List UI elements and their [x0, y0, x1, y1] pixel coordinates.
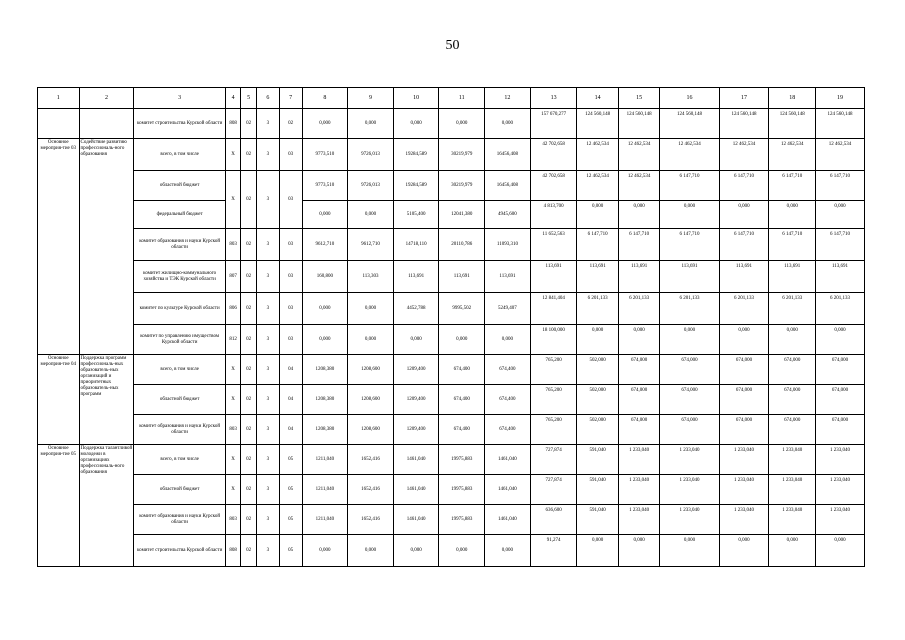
- amount-cell: 765,200: [530, 355, 577, 385]
- code-rz: 02: [241, 293, 257, 325]
- amount-cell: 4945,600: [485, 201, 531, 229]
- amount-cell: 591,040: [577, 505, 619, 535]
- header-cell: 18: [769, 88, 816, 109]
- table-row: [38, 261, 865, 293]
- amount-cell: 0,000: [348, 109, 394, 139]
- amount-cell: 19975,883: [439, 445, 485, 475]
- amount-cell: 113,691: [660, 261, 719, 293]
- header-cell: 1: [38, 88, 80, 109]
- amount-cell: 1209,400: [393, 385, 439, 415]
- amount-cell: 591,040: [577, 475, 619, 505]
- amount-cell: 11093,310: [485, 229, 531, 261]
- code-csr: 03: [279, 229, 302, 261]
- amount-cell: 113,691: [393, 261, 439, 293]
- amount-cell: 12041,380: [439, 201, 485, 229]
- amount-cell: 9773,510: [302, 171, 348, 201]
- amount-cell: 1461,040: [485, 475, 531, 505]
- group-desc: Поддержка программ профессиональ-ных образователь-ных организаций и приоритетных образователь-ных программ: [79, 355, 134, 445]
- code-csr: 05: [279, 475, 302, 505]
- code-grbs: X: [225, 355, 241, 385]
- amount-cell: 19975,883: [439, 475, 485, 505]
- amount-cell: 1 233,040: [816, 475, 865, 505]
- code-grbs: X: [225, 139, 241, 171]
- amount-cell: 674,000: [719, 415, 769, 445]
- amount-cell: 0,000: [577, 535, 619, 567]
- amount-cell: 1 233,040: [816, 505, 865, 535]
- amount-cell: 160,800: [302, 261, 348, 293]
- amount-cell: 0,000: [302, 325, 348, 355]
- amount-cell: 1 233,040: [660, 475, 719, 505]
- amount-cell: 157 670,277: [530, 109, 577, 139]
- amount-cell: 0,000: [439, 109, 485, 139]
- amount-cell: 765,200: [530, 385, 577, 415]
- amount-cell: 6 147,710: [719, 229, 769, 261]
- amount-cell: 674,000: [618, 355, 660, 385]
- amount-cell: 0,000: [618, 201, 660, 229]
- amount-cell: 502,000: [577, 355, 619, 385]
- amount-cell: 6 147,710: [660, 171, 719, 201]
- header-cell: 5: [241, 88, 257, 109]
- amount-cell: 9726,013: [348, 139, 394, 171]
- amount-cell: 0,000: [439, 325, 485, 355]
- amount-cell: 674,400: [485, 385, 531, 415]
- amount-cell: 674,000: [816, 385, 865, 415]
- executor-cell: комитет строительства Курской области: [134, 535, 225, 567]
- code-pr: 3: [256, 325, 279, 355]
- amount-cell: 1 233,040: [618, 475, 660, 505]
- amount-cell: 1209,400: [393, 355, 439, 385]
- amount-cell: 1208,600: [348, 385, 394, 415]
- amount-cell: 0,000: [816, 201, 865, 229]
- amount-cell: 0,000: [302, 535, 348, 567]
- amount-cell: 0,000: [577, 325, 619, 355]
- code-rz: 02: [241, 535, 257, 567]
- code-rz: 02: [241, 505, 257, 535]
- code-pr: 3: [256, 139, 279, 171]
- page-number: 50: [445, 38, 460, 53]
- code-grbs: 812: [225, 325, 241, 355]
- amount-cell: 124 560,148: [769, 109, 816, 139]
- amount-cell: 1208,600: [348, 355, 394, 385]
- amount-cell: 1 233,040: [660, 445, 719, 475]
- amount-cell: 113,691: [816, 261, 865, 293]
- executor-cell: комитет образования и науки Курской области: [134, 415, 225, 445]
- amount-cell: 16456,408: [485, 139, 531, 171]
- program-desc-cell: [79, 109, 134, 139]
- amount-cell: 674,000: [660, 355, 719, 385]
- code-grbs: 803: [225, 229, 241, 261]
- header-row: [38, 88, 865, 109]
- amount-cell: 1461,040: [393, 475, 439, 505]
- code-grbs: X: [225, 445, 241, 475]
- amount-cell: 0,000: [660, 535, 719, 567]
- amount-cell: 0,000: [769, 201, 816, 229]
- amount-cell: 19975,883: [439, 505, 485, 535]
- amount-cell: 124 560,148: [618, 109, 660, 139]
- amount-cell: 4452,788: [393, 293, 439, 325]
- amount-cell: 6 201,133: [577, 293, 619, 325]
- code-grbs: 806: [225, 293, 241, 325]
- amount-cell: 1211,040: [302, 445, 348, 475]
- amount-cell: 6 147,710: [719, 171, 769, 201]
- code-rz: 02: [241, 325, 257, 355]
- code-pr: 3: [256, 261, 279, 293]
- code-csr: 05: [279, 505, 302, 535]
- amount-cell: 1 233,040: [719, 505, 769, 535]
- amount-cell: 1211,040: [302, 475, 348, 505]
- group-title: Основное мероприя-тие 04: [38, 355, 80, 445]
- amount-cell: 113,691: [577, 261, 619, 293]
- amount-cell: 0,000: [393, 109, 439, 139]
- amount-cell: 9995,502: [439, 293, 485, 325]
- amount-cell: 5105,400: [393, 201, 439, 229]
- amount-cell: 0,000: [577, 201, 619, 229]
- header-cell: 11: [439, 88, 485, 109]
- table-row: [38, 139, 865, 171]
- amount-cell: 113,691: [719, 261, 769, 293]
- header-cell: 17: [719, 88, 769, 109]
- amount-cell: 124 560,148: [577, 109, 619, 139]
- amount-cell: 12 462,534: [618, 139, 660, 171]
- amount-cell: 636,600: [530, 505, 577, 535]
- amount-cell: 502,000: [577, 385, 619, 415]
- amount-cell: 20110,786: [439, 229, 485, 261]
- code-csr: 03: [279, 325, 302, 355]
- code-rz: 02: [241, 355, 257, 385]
- amount-cell: 674,400: [485, 415, 531, 445]
- amount-cell: 1461,040: [393, 445, 439, 475]
- header-cell: 19: [816, 88, 865, 109]
- executor-cell: всего, в том числе: [134, 355, 225, 385]
- amount-cell: 30219,979: [439, 171, 485, 201]
- header-cell: 16: [660, 88, 719, 109]
- amount-cell: 1652,416: [348, 505, 394, 535]
- amount-cell: 12 462,534: [769, 139, 816, 171]
- code-rz: 02: [241, 171, 257, 229]
- table-row: [38, 505, 865, 535]
- header-cell: 14: [577, 88, 619, 109]
- amount-cell: 113,691: [618, 261, 660, 293]
- amount-cell: 1208,380: [302, 415, 348, 445]
- executor-cell: комитет образования и науки Курской области: [134, 229, 225, 261]
- code-grbs: X: [225, 475, 241, 505]
- amount-cell: 674,000: [660, 415, 719, 445]
- amount-cell: 674,000: [719, 385, 769, 415]
- code-grbs: 803: [225, 505, 241, 535]
- amount-cell: 0,000: [485, 109, 531, 139]
- code-grbs: X: [225, 171, 241, 229]
- code-csr: 05: [279, 445, 302, 475]
- code-pr: 3: [256, 385, 279, 415]
- table-row: [38, 355, 865, 385]
- amount-cell: 1 233,040: [816, 445, 865, 475]
- amount-cell: 30219,979: [439, 139, 485, 171]
- amount-cell: 1652,416: [348, 475, 394, 505]
- amount-cell: 1 233,040: [618, 505, 660, 535]
- amount-cell: 6 147,710: [660, 229, 719, 261]
- code-csr: 03: [279, 261, 302, 293]
- amount-cell: 19284,589: [393, 171, 439, 201]
- header-cell: 8: [302, 88, 348, 109]
- group-title: Основное мероприя-тие 03: [38, 139, 80, 355]
- amount-cell: 0,000: [816, 535, 865, 567]
- amount-cell: 12 462,534: [577, 139, 619, 171]
- executor-cell: комитет образования и науки Курской области: [134, 505, 225, 535]
- code-csr: 04: [279, 385, 302, 415]
- amount-cell: 12 462,534: [577, 171, 619, 201]
- amount-cell: 6 201,133: [769, 293, 816, 325]
- code-pr: 3: [256, 355, 279, 385]
- amount-cell: 113,691: [769, 261, 816, 293]
- table-row: [38, 293, 865, 325]
- amount-cell: 0,000: [393, 535, 439, 567]
- amount-cell: 0,000: [719, 325, 769, 355]
- code-pr: 3: [256, 535, 279, 567]
- amount-cell: 1 233,040: [769, 505, 816, 535]
- amount-cell: 674,000: [816, 355, 865, 385]
- program-cell: [38, 109, 80, 139]
- header-cell: 2: [79, 88, 134, 109]
- header-cell: 12: [485, 88, 531, 109]
- amount-cell: 1461,040: [393, 505, 439, 535]
- amount-cell: 6 201,133: [618, 293, 660, 325]
- code-rz: 02: [241, 109, 257, 139]
- amount-cell: 9612,710: [302, 229, 348, 261]
- amount-cell: 124 560,148: [719, 109, 769, 139]
- table-row: [38, 229, 865, 261]
- amount-cell: 113,691: [530, 261, 577, 293]
- amount-cell: 91,274: [530, 535, 577, 567]
- executor-cell: всего, в том числе: [134, 445, 225, 475]
- executor-cell: областной бюджет: [134, 171, 225, 201]
- code-csr: 04: [279, 415, 302, 445]
- amount-cell: 4 813,700: [530, 201, 577, 229]
- amount-cell: 502,000: [577, 415, 619, 445]
- amount-cell: 0,000: [348, 535, 394, 567]
- amount-cell: 9726,013: [348, 171, 394, 201]
- group-desc: Поддержка талантливой молодежи в организациях профессиональ-ного образования: [79, 445, 134, 567]
- amount-cell: 727,874: [530, 445, 577, 475]
- amount-cell: 674,000: [719, 355, 769, 385]
- amount-cell: 12 462,534: [816, 139, 865, 171]
- code-rz: 02: [241, 139, 257, 171]
- table-row: [38, 475, 865, 505]
- header-cell: 15: [618, 88, 660, 109]
- amount-cell: 6 147,710: [816, 229, 865, 261]
- code-pr: 3: [256, 293, 279, 325]
- amount-cell: 1 233,040: [769, 475, 816, 505]
- executor-cell: комитет жилищно-коммунального хозяйства и ТЭК Курской области: [134, 261, 225, 293]
- table-row: [38, 325, 865, 355]
- amount-cell: 16456,408: [485, 171, 531, 201]
- amount-cell: 1461,040: [485, 445, 531, 475]
- amount-cell: 11 652,563: [530, 229, 577, 261]
- amount-cell: 113,303: [348, 261, 394, 293]
- code-pr: 3: [256, 445, 279, 475]
- header-cell: 7: [279, 88, 302, 109]
- amount-cell: 19284,589: [393, 139, 439, 171]
- code-grbs: 808: [225, 535, 241, 567]
- amount-cell: 6 147,710: [769, 229, 816, 261]
- amount-cell: 12 841,404: [530, 293, 577, 325]
- header-cell: 10: [393, 88, 439, 109]
- table-row: [38, 415, 865, 445]
- amount-cell: 1211,040: [302, 505, 348, 535]
- code-csr: 03: [279, 139, 302, 171]
- table-row: [38, 385, 865, 415]
- header-cell: 6: [256, 88, 279, 109]
- header-cell: 13: [530, 88, 577, 109]
- amount-cell: 0,000: [485, 325, 531, 355]
- amount-cell: 42 702,658: [530, 139, 577, 171]
- amount-cell: 1208,380: [302, 385, 348, 415]
- amount-cell: 1461,040: [485, 505, 531, 535]
- amount-cell: 9773,510: [302, 139, 348, 171]
- code-csr: 02: [279, 109, 302, 139]
- code-csr: 03: [279, 171, 302, 229]
- code-csr: 05: [279, 535, 302, 567]
- code-rz: 02: [241, 229, 257, 261]
- executor-cell: областной бюджет: [134, 385, 225, 415]
- amount-cell: 6 147,710: [769, 171, 816, 201]
- executor-cell: комитет строительства Курской области: [134, 109, 225, 139]
- amount-cell: 6 147,710: [577, 229, 619, 261]
- amount-cell: 591,040: [577, 445, 619, 475]
- amount-cell: 42 702,658: [530, 171, 577, 201]
- code-pr: 3: [256, 229, 279, 261]
- amount-cell: 674,000: [618, 385, 660, 415]
- amount-cell: 0,000: [618, 325, 660, 355]
- header-cell: 4: [225, 88, 241, 109]
- amount-cell: 0,000: [348, 201, 394, 229]
- amount-cell: 6 147,710: [816, 171, 865, 201]
- amount-cell: 113,691: [439, 261, 485, 293]
- amount-cell: 6 201,133: [816, 293, 865, 325]
- amount-cell: 674,000: [769, 385, 816, 415]
- amount-cell: 1 233,040: [719, 475, 769, 505]
- amount-cell: 12 462,534: [660, 139, 719, 171]
- amount-cell: 0,000: [769, 325, 816, 355]
- executor-cell: областной бюджет: [134, 475, 225, 505]
- code-pr: 3: [256, 415, 279, 445]
- amount-cell: 1652,416: [348, 445, 394, 475]
- amount-cell: 674,400: [439, 415, 485, 445]
- code-rz: 02: [241, 445, 257, 475]
- amount-cell: 5249,407: [485, 293, 531, 325]
- group-title: Основное мероприя-тие 05: [38, 445, 80, 567]
- amount-cell: 0,000: [660, 325, 719, 355]
- amount-cell: 0,000: [393, 325, 439, 355]
- code-grbs: 807: [225, 261, 241, 293]
- amount-cell: 674,000: [769, 355, 816, 385]
- executor-cell: комитет по культуре Курской области: [134, 293, 225, 325]
- amount-cell: 124 560,148: [660, 109, 719, 139]
- amount-cell: 765,200: [530, 415, 577, 445]
- code-csr: 03: [279, 293, 302, 325]
- code-csr: 04: [279, 355, 302, 385]
- amount-cell: 727,874: [530, 475, 577, 505]
- executor-cell: всего, в том числе: [134, 139, 225, 171]
- amount-cell: 674,400: [439, 385, 485, 415]
- amount-cell: 124 560,148: [816, 109, 865, 139]
- amount-cell: 18 100,000: [530, 325, 577, 355]
- code-grbs: 808: [225, 109, 241, 139]
- budget-table: [37, 87, 865, 567]
- amount-cell: 6 201,133: [719, 293, 769, 325]
- code-rz: 02: [241, 261, 257, 293]
- amount-cell: 674,000: [816, 415, 865, 445]
- amount-cell: 0,000: [302, 109, 348, 139]
- amount-cell: 0,000: [485, 535, 531, 567]
- amount-cell: 674,000: [618, 415, 660, 445]
- amount-cell: 14718,110: [393, 229, 439, 261]
- code-grbs: 803: [225, 415, 241, 445]
- amount-cell: 113,691: [485, 261, 531, 293]
- table-row: [38, 109, 865, 139]
- amount-cell: 1208,600: [348, 415, 394, 445]
- amount-cell: 0,000: [348, 325, 394, 355]
- amount-cell: 1 233,040: [660, 505, 719, 535]
- amount-cell: 0,000: [719, 201, 769, 229]
- amount-cell: 1 233,040: [769, 445, 816, 475]
- header-cell: 9: [348, 88, 394, 109]
- amount-cell: 0,000: [302, 201, 348, 229]
- amount-cell: 674,000: [660, 385, 719, 415]
- amount-cell: 6 201,133: [660, 293, 719, 325]
- amount-cell: 0,000: [348, 293, 394, 325]
- amount-cell: 12 462,534: [719, 139, 769, 171]
- code-rz: 02: [241, 385, 257, 415]
- amount-cell: 1208,380: [302, 355, 348, 385]
- code-rz: 02: [241, 475, 257, 505]
- amount-cell: 12 462,534: [618, 171, 660, 201]
- code-pr: 3: [256, 475, 279, 505]
- amount-cell: 0,000: [439, 535, 485, 567]
- table-row: [38, 201, 865, 229]
- code-pr: 3: [256, 505, 279, 535]
- amount-cell: 0,000: [302, 293, 348, 325]
- header-cell: 3: [134, 88, 225, 109]
- code-pr: 3: [256, 109, 279, 139]
- amount-cell: 674,000: [769, 415, 816, 445]
- table-row: [38, 535, 865, 567]
- executor-cell: комитет по управлению имуществом Курской области: [134, 325, 225, 355]
- code-pr: 3: [256, 171, 279, 229]
- amount-cell: 674,400: [485, 355, 531, 385]
- amount-cell: 1 233,040: [719, 445, 769, 475]
- amount-cell: 1 233,040: [618, 445, 660, 475]
- amount-cell: 1209,400: [393, 415, 439, 445]
- amount-cell: 6 147,710: [618, 229, 660, 261]
- table-row: [38, 171, 865, 201]
- amount-cell: 0,000: [719, 535, 769, 567]
- group-desc: Содействие развитию профессиональ-ного образования: [79, 139, 134, 355]
- amount-cell: 0,000: [660, 201, 719, 229]
- code-grbs: X: [225, 385, 241, 415]
- executor-cell: федеральный бюджет: [134, 201, 225, 229]
- amount-cell: 0,000: [618, 535, 660, 567]
- table-row: [38, 445, 865, 475]
- amount-cell: 0,000: [769, 535, 816, 567]
- amount-cell: 9612,710: [348, 229, 394, 261]
- amount-cell: 0,000: [816, 325, 865, 355]
- code-rz: 02: [241, 415, 257, 445]
- amount-cell: 674,400: [439, 355, 485, 385]
